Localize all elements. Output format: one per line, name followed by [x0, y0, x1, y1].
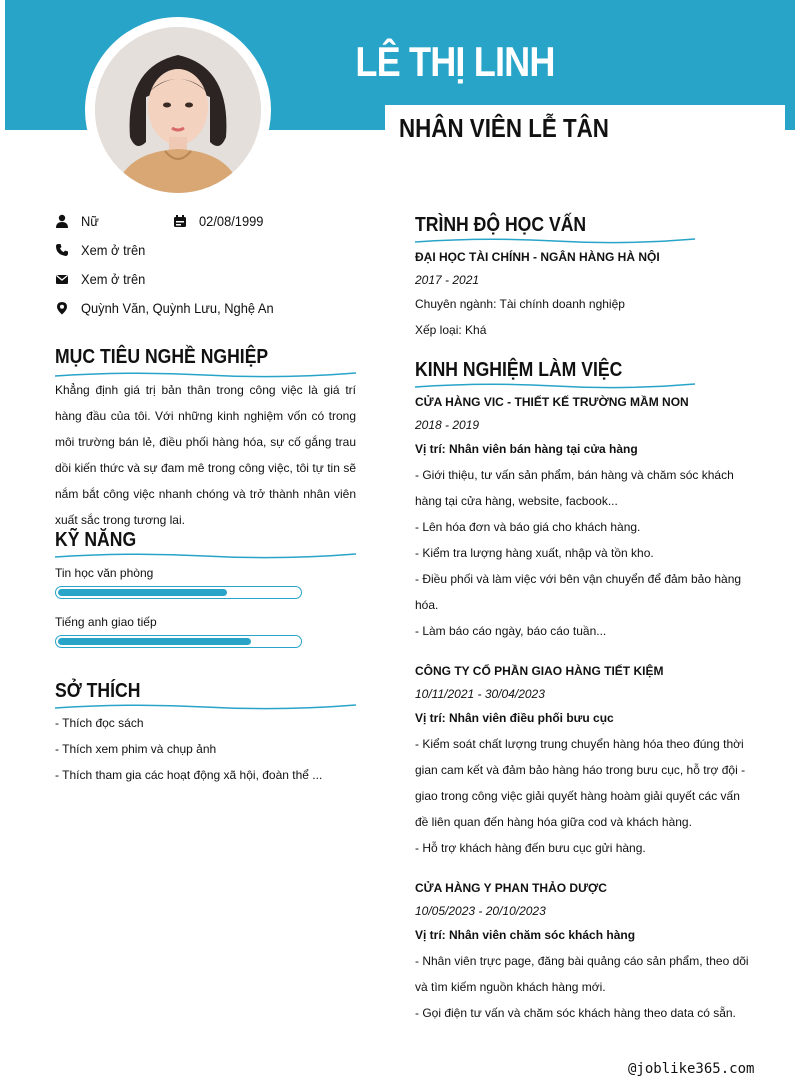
- job-duty-line: - Điều phối và làm việc với bên vận chuyển để đảm bảo hàng: [415, 572, 742, 586]
- job-period: 10/11/2021 - 30/04/2023: [415, 687, 545, 701]
- job-duty-line: và tìm kiếm nguồn khách hàng mới.: [415, 980, 606, 994]
- objective-text: Khẳng định giá trị bản thân trong công việc là giá trí hàng đầu của tôi. Với những kinh nghiệm vốn có trong môi trường bán lẻ, điều phối hàng hóa, sự cố gắng trau dồi kiến thức và sự đam mê trong công việc, tôi tự tin sẽ nắm bắt công việc nhanh chóng và trở thành nhân viên xuất sắc trong tương lai.: [55, 383, 356, 527]
- envelope-icon: [55, 272, 69, 286]
- hobbies-divider: [55, 703, 356, 711]
- hobby-item: - Thích xem phim và chụp ảnh: [55, 742, 217, 756]
- experience-divider: [415, 382, 695, 390]
- job-period: 10/05/2023 - 20/10/2023: [415, 904, 546, 918]
- experience-heading: KINH NGHIỆM LÀM VIỆC: [415, 359, 623, 381]
- job-duty-line: giao trong công việc giải quyết hàng hoàm giải quyết các vấn: [415, 789, 740, 803]
- job-duty-line: đề liên quan đến hàng hóa giữa cod và khách hàng.: [415, 815, 692, 829]
- avatar-photo: [95, 27, 261, 193]
- phone-value: Xem ở trên: [81, 242, 146, 258]
- job-company: CỬA HÀNG VIC - THIẾT KẾ TRƯỜNG MẦM NON: [415, 395, 689, 409]
- gender-value: Nữ: [81, 213, 99, 229]
- job-duty-line: - Kiểm tra lượng hàng xuất, nhập và tồn kho.: [415, 546, 654, 560]
- job-title: NHÂN VIÊN LỄ TÂN: [399, 113, 609, 143]
- skills-divider: [55, 552, 356, 560]
- birthday-row: [173, 213, 269, 229]
- school-major: Chuyên ngành: Tài chính doanh nghiệp: [415, 297, 625, 311]
- job-duty-line: - Làm báo cáo ngày, báo cáo tuần...: [415, 624, 607, 638]
- job-duty-line: gian cam kết và đảm bảo hàng háo trong bưu cục, hỗ trợ đội -: [415, 763, 746, 777]
- address-row: [55, 300, 290, 316]
- job-position: Vị trí: Nhân viên bán hàng tại cửa hàng: [415, 442, 638, 456]
- birthday-value: 02/08/1999: [199, 213, 264, 229]
- school-name: ĐẠI HỌC TÀI CHÍNH - NGÂN HÀNG HÀ NỘI: [415, 250, 660, 264]
- job-duty-line: - Hỗ trợ khách hàng đến bưu cục gửi hàng.: [415, 841, 646, 855]
- email-value: Xem ở trên: [81, 271, 146, 287]
- skill-label: Tin học văn phòng: [55, 566, 154, 580]
- job-duty-line: - Gọi điện tư vấn và chăm sóc khách hàng theo data có sẵn.: [415, 1006, 736, 1020]
- education-heading: TRÌNH ĐỘ HỌC VẤN: [415, 214, 587, 236]
- skill-bar: [55, 586, 302, 599]
- skills-heading: KỸ NĂNG: [55, 529, 137, 551]
- job-period: 2018 - 2019: [415, 418, 480, 432]
- job-duty-line: hóa.: [415, 598, 439, 612]
- job-position: Vị trí: Nhân viên điều phối bưu cục: [415, 711, 614, 725]
- job-duty-line: - Kiểm soát chất lượng trung chuyển hàng hóa theo đúng thời: [415, 737, 744, 751]
- address-value: Quỳnh Văn, Quỳnh Lưu, Nghệ An: [81, 300, 274, 316]
- job-duty-line: - Giới thiệu, tư vấn sản phẩm, bán hàng và chăm sóc khách: [415, 468, 734, 482]
- gender-row: [55, 213, 100, 229]
- skill-bar-fill: [58, 638, 251, 645]
- job-company: CỬA HÀNG Y PHAN THẢO DƯỢC: [415, 881, 607, 895]
- calendar-icon: [173, 214, 187, 228]
- hobby-item: - Thích tham gia các hoạt động xã hội, đoàn thể ...: [55, 768, 323, 782]
- phone-icon: [55, 243, 69, 257]
- job-duty-line: - Nhân viên trực page, đăng bài quảng cáo sản phẩm, theo dõi: [415, 954, 749, 968]
- objective-heading: MỤC TIÊU NGHỀ NGHIỆP: [55, 346, 269, 368]
- job-duty-line: hàng tại cửa hàng, website, facbook...: [415, 494, 618, 508]
- school-years: 2017 - 2021: [415, 273, 480, 287]
- job-position: Vị trí: Nhân viên chăm sóc khách hàng: [415, 928, 636, 942]
- job-duty-line: - Lên hóa đơn và báo giá cho khách hàng.: [415, 520, 641, 534]
- candidate-name: LÊ THỊ LINH: [355, 38, 555, 85]
- hobbies-heading: SỞ THÍCH: [55, 680, 141, 702]
- footer-watermark: @joblike365.com: [628, 1061, 755, 1077]
- job-company: CÔNG TY CỔ PHẦN GIAO HÀNG TIẾT KIỆM: [415, 664, 664, 678]
- skill-label: Tiếng anh giao tiếp: [55, 615, 157, 629]
- phone-row: [55, 242, 151, 258]
- location-pin-icon: [55, 301, 69, 315]
- avatar: [95, 27, 261, 193]
- education-divider: [415, 237, 695, 245]
- skill-bar: [55, 635, 302, 648]
- school-grade: Xếp loại: Khá: [415, 323, 487, 337]
- hobby-item: - Thích đọc sách: [55, 716, 144, 730]
- skill-bar-fill: [58, 589, 227, 596]
- email-row: [55, 271, 151, 287]
- user-icon: [55, 214, 69, 228]
